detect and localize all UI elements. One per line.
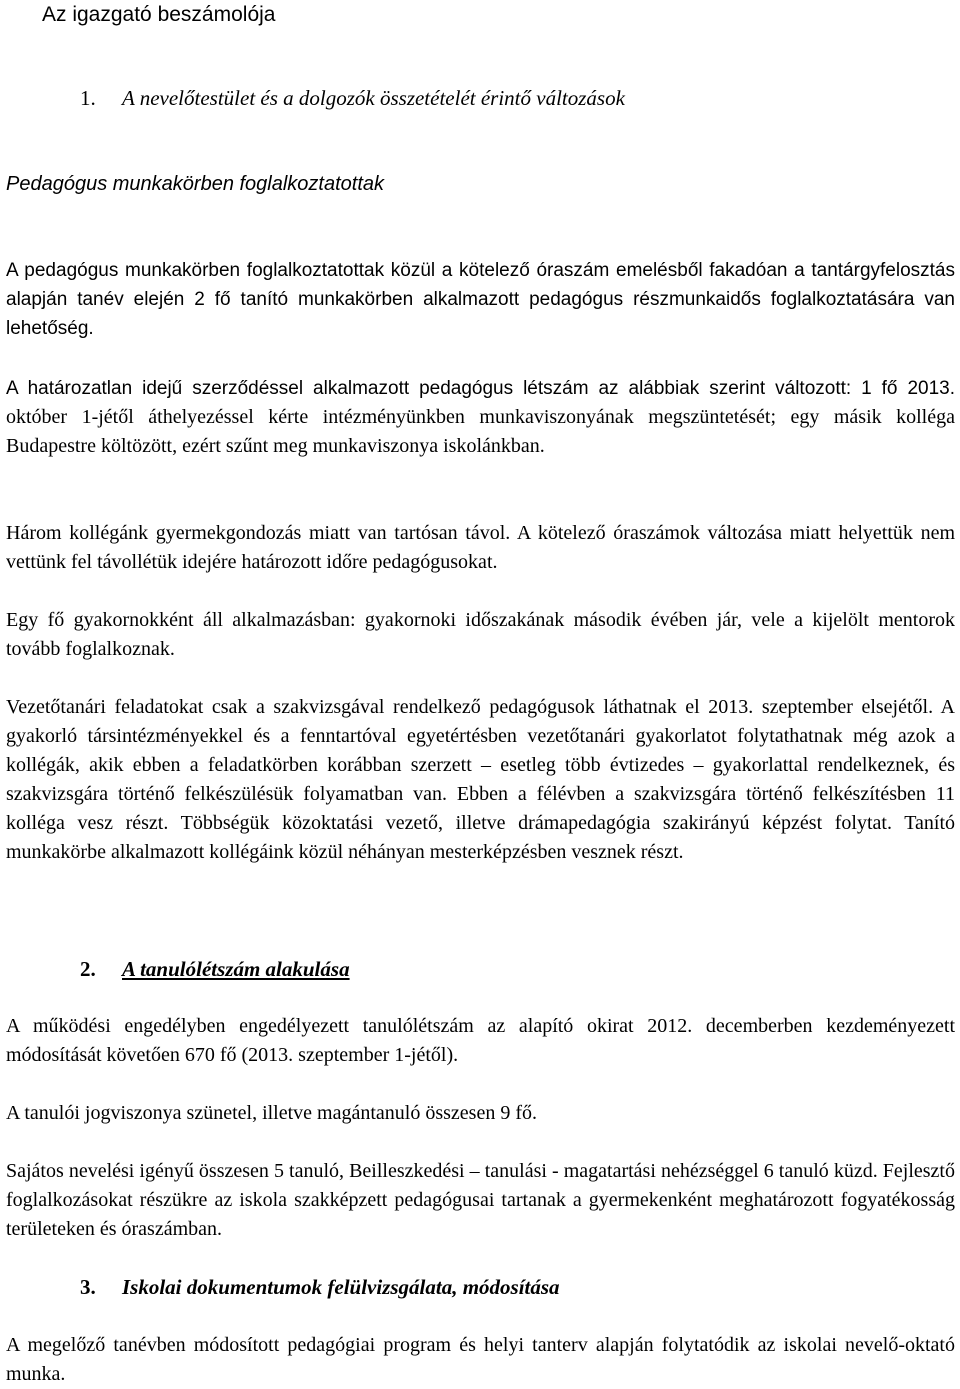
paragraph-trainee: Egy fő gyakornokként áll alkalmazásban: gyakornoki időszakának második évében jár, vele a kijelölt mentorok tovább foglalkoznak. (6, 609, 955, 660)
paragraph-childcare-leave: Három kollégánk gyermekgondozás miatt van tartósan távol. A kötelező óraszámok változása miatt helyettük nem vettünk fel távollétük idejére határozott időre pedagógusokat. (6, 522, 955, 573)
section-number: 1. (80, 86, 96, 110)
paragraph-mentor-teachers: Vezetőtanári feladatokat csak a szakvizsgával rendelkező pedagógusok láthatnak el 2013. szeptember elsejétől. A gyakorló társintézményekkel és a fenntartóval egyetértésben vezetőtanári gyakorlatot folytathatnak még azok a kollégák, akik ebben a feladatkörben korábban szerzett – esetleg több évtizedes – gyakorlattal rendelkeznek, és szakvizsgára történő felkészülésük folyamatban van. Ebben a félévben a szakvizsgára történő felkészítésben 11 kolléga vesz részt. Többségük közoktatási vezető, illetve drámapedagógia szakirányú képzést folytat. Tanító munkakörbe alkalmazott kollégáink közül néhányan mesterképzésben vesznek részt. (6, 696, 955, 863)
section-heading-3 (80, 1273, 560, 1301)
paragraph-special-needs: Sajátos nevelési igényű összesen 5 tanuló, Beilleszkedési – tanulási - magatartási nehézséggel 6 tanuló küzd. Fejlesztő foglalkozásokat részükre az iskola szakképzett pedagógusai tartanak a gyermekenként meghatározott fogyatékosság területeken és óraszámban. (6, 1160, 955, 1240)
paragraph-staff-change (6, 374, 955, 461)
section-number: 3. (80, 1275, 96, 1299)
paragraph-curriculum: A megelőző tanévben módosított pedagógiai program és helyi tanterv alapján folytatódik az iskolai nevelő-oktató munka. (6, 1334, 955, 1385)
section-heading-1 (80, 84, 625, 112)
section-heading-2 (80, 955, 350, 983)
paragraph-staff-change-intro: A határozatlan idejű szerződéssel alkalmazott pedagógus létszám az alábbiak szerint változott: 1 fő 2013. (6, 378, 955, 399)
paragraph-part-time: A pedagógus munkakörben foglalkoztatottak közül a kötelező óraszám emelésből fakadóan a tantárgyfelosztás alapján tanév elején 2 fő tanító munkakörben alkalmazott pedagógus részmunkaidős foglalkoztatására van lehetőség. (6, 260, 955, 339)
section-title: A tanulólétszám alakulása (122, 957, 350, 981)
paragraph-staff-change-detail: október 1-jétől áthelyezéssel kérte intézményünkben munkaviszonyának megszüntetését; egy másik kolléga Budapestre költözött, ezért szűnt meg munkaviszonya iskolánkban. (6, 406, 955, 457)
section-number: 2. (80, 957, 96, 981)
section-title: Iskolai dokumentumok felülvizsgálata, módosítása (122, 1275, 560, 1299)
paragraph-enrollment: A működési engedélyben engedélyezett tanulólétszám az alapító okirat 2012. decemberben kezdeményezett módosítását követően 670 fő (2013. szeptember 1-jétől). (6, 1015, 955, 1066)
subheading-teachers: Pedagógus munkakörben foglalkoztatottak (6, 173, 385, 195)
paragraph-suspended-students: A tanulói jogviszonya szünetel, illetve magántanuló összesen 9 fő. (6, 1102, 537, 1124)
document-title: Az igazgató beszámolója (42, 3, 276, 26)
section-title: A nevelőtestület és a dolgozók összetételét érintő változások (122, 86, 625, 110)
